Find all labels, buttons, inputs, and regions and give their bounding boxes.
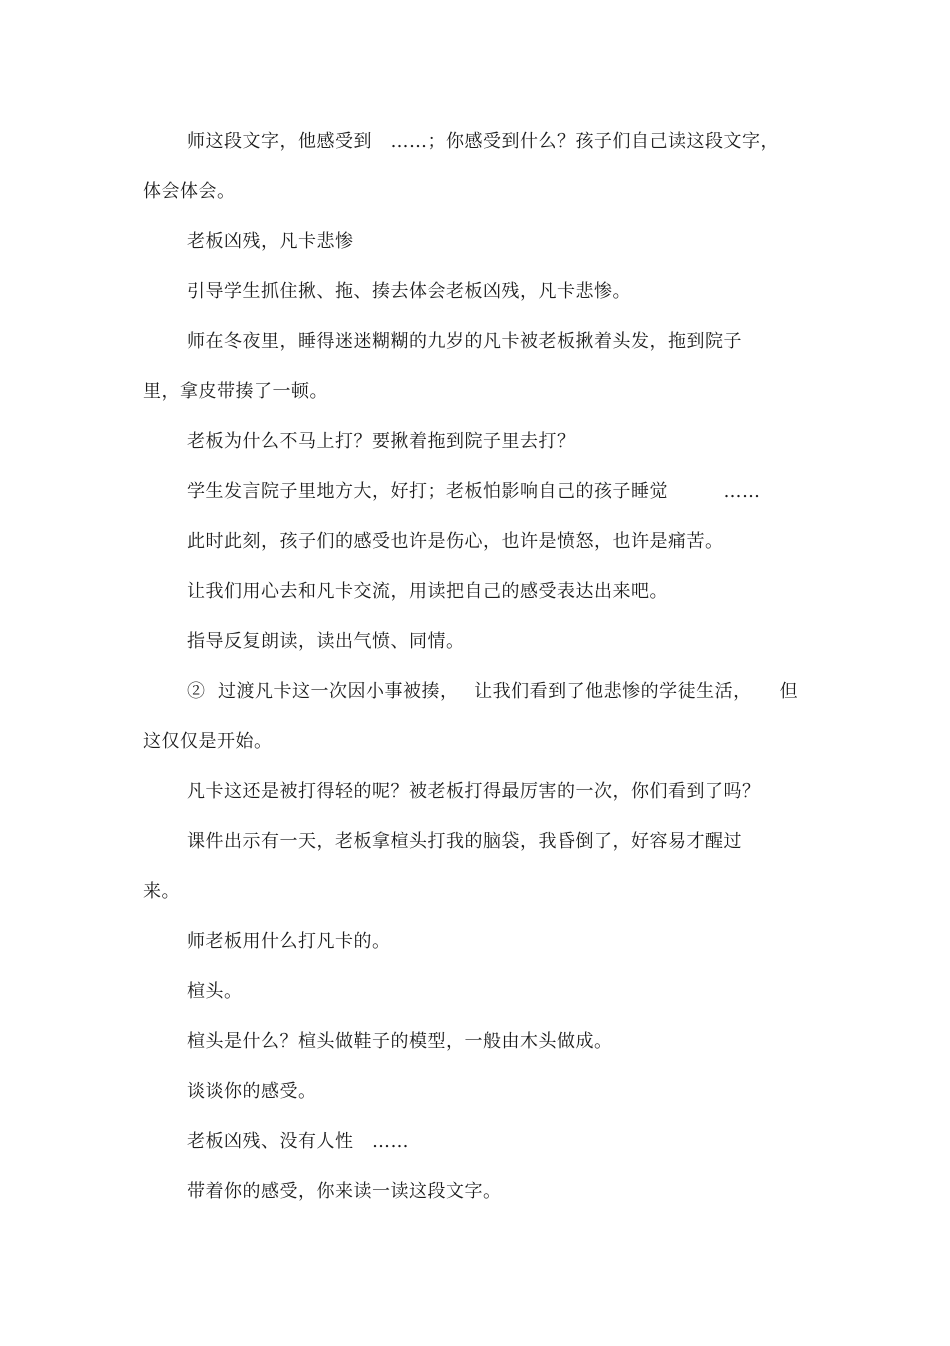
paragraph-line: 谈谈你的感受。 [187, 1081, 317, 1102]
paragraph-line: ② 过渡凡卡这一次因小事被揍， 让我们看到了他悲惨的学徒生活， 但 [187, 681, 799, 702]
paragraph-line: 凡卡这还是被打得轻的呢？被老板打得最厉害的一次，你们看到了吗？ [187, 781, 761, 802]
paragraph-line: 师在冬夜里，睡得迷迷糊糊的九岁的凡卡被老板揪着头发，拖到院子 [187, 331, 742, 352]
paragraph-line: 楦头。 [187, 981, 243, 1002]
paragraph-line: 引导学生抓住揪、拖、揍去体会老板凶残，凡卡悲惨。 [187, 281, 631, 302]
paragraph-line: 老板凶残，凡卡悲惨 [187, 231, 354, 252]
paragraph-line: 里，拿皮带揍了一顿。 [143, 381, 328, 402]
paragraph-line: 让我们用心去和凡卡交流，用读把自己的感受表达出来吧。 [187, 581, 668, 602]
paragraph-line: 指导反复朗读，读出气愤、同情。 [187, 631, 465, 652]
paragraph-line: 来。 [143, 881, 180, 902]
paragraph-line: 老板凶残、没有人性 …… [187, 1131, 409, 1152]
paragraph-line: 带着你的感受，你来读一读这段文字。 [187, 1181, 502, 1202]
paragraph-line: 老板为什么不马上打？要揪着拖到院子里去打？ [187, 431, 576, 452]
paragraph-line: 课件出示有一天，老板拿楦头打我的脑袋，我昏倒了，好容易才醒过 [187, 831, 742, 852]
paragraph-line: 学生发言院子里地方大，好打；老板怕影响自己的孩子睡觉 …… [187, 481, 761, 502]
paragraph-line: 师这段文字，他感受到 ……；你感受到什么？孩子们自己读这段文字， [187, 131, 779, 152]
paragraph-line: 体会体会。 [143, 181, 236, 202]
paragraph-line: 楦头是什么？楦头做鞋子的模型，一般由木头做成。 [187, 1031, 613, 1052]
paragraph-line: 师老板用什么打凡卡的。 [187, 931, 391, 952]
paragraph-line: 这仅仅是开始。 [143, 731, 273, 752]
paragraph-line: 此时此刻，孩子们的感受也许是伤心，也许是愤怒，也许是痛苦。 [187, 531, 724, 552]
